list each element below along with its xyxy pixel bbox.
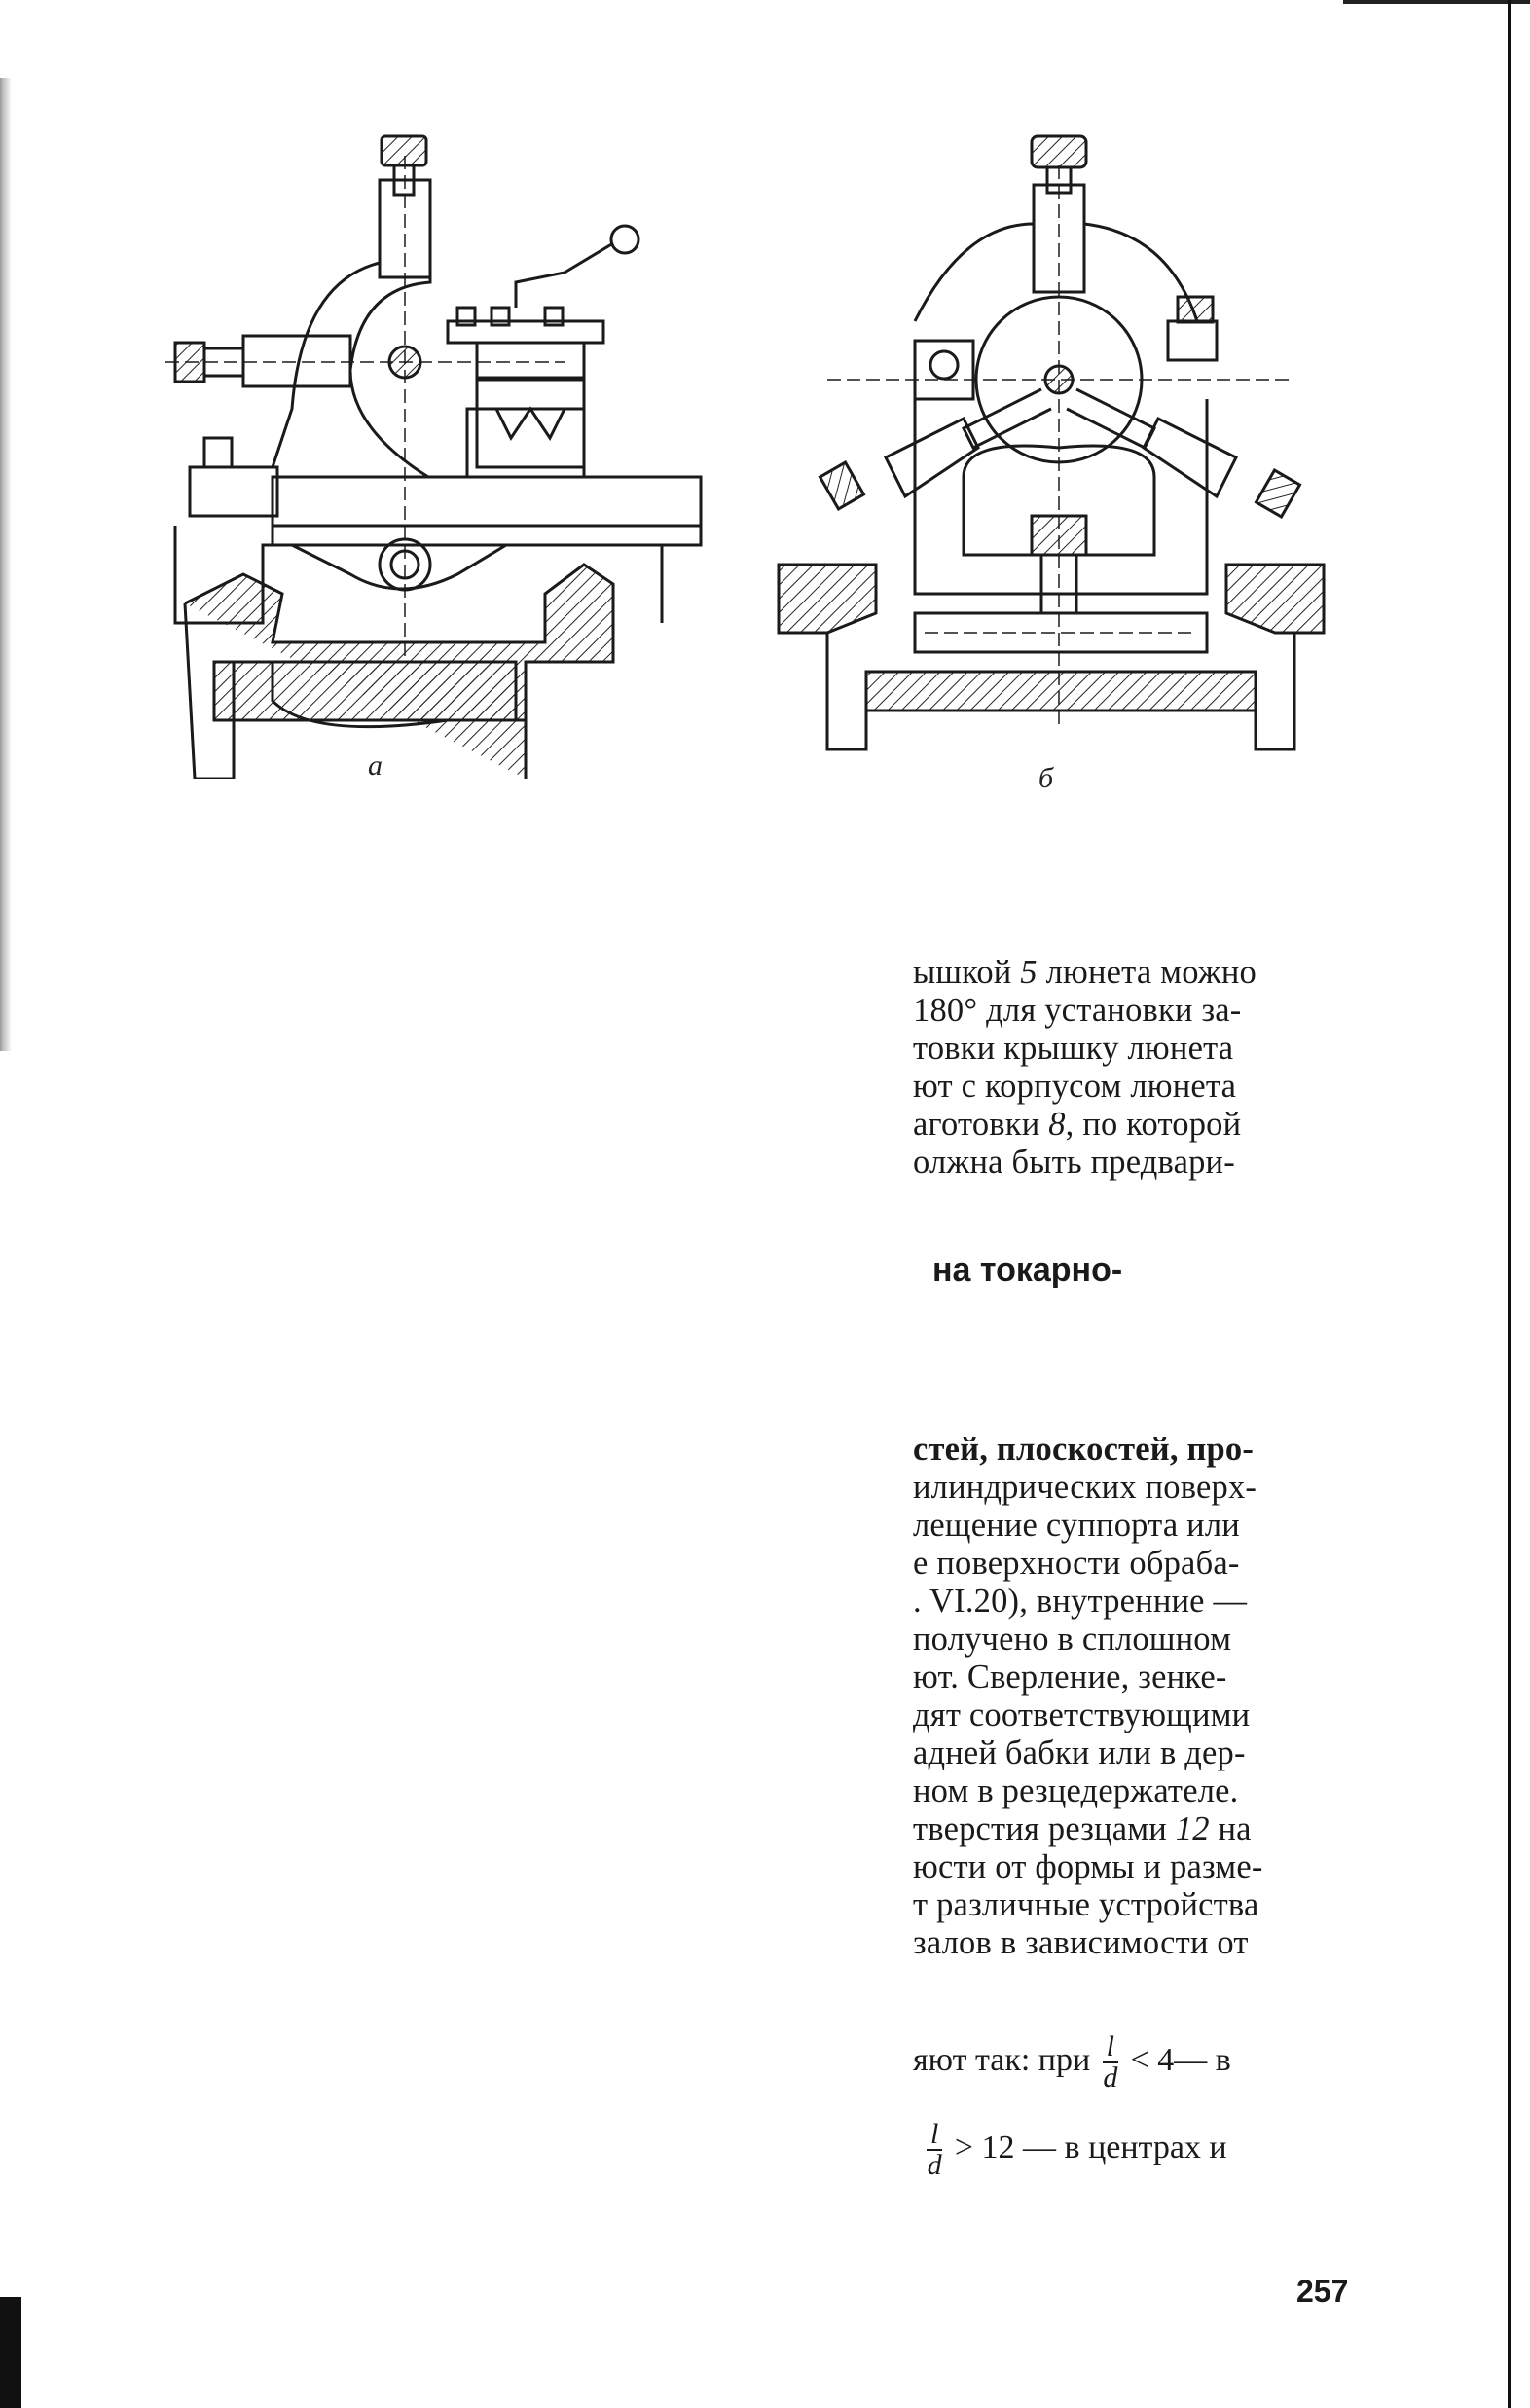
figure-a-drawing [156,117,720,779]
text-line: аготовки 8, по которой [913,1106,1242,1143]
text-line: юсти от формы и разме- [913,1848,1263,1885]
formula-line-2: $\frac{l}{d}$ > 12 — в центрах и [927,2118,1227,2181]
scan-shadow-bottom-left [0,2297,21,2408]
scan-shadow-left [0,78,14,1051]
fraction-l-over-d: $\frac{l}{d}$ [927,2118,942,2181]
text-line: ют. Сверление, зенке- [913,1659,1227,1696]
text-line: ют с корпусом люнета [913,1068,1237,1105]
text-line: е поверхности обраба- [913,1545,1240,1582]
text-line: ном в резцедержателе. [913,1772,1239,1809]
scan-edge-right [1508,0,1511,2408]
text-line: дят соответствующими [913,1697,1251,1733]
text-line: тверстия резцами 12 на [913,1810,1252,1847]
paragraph-2 [913,1431,1361,1962]
text-line: 180° для установки за- [913,992,1242,1029]
page-number: 257 [1296,2274,1349,2309]
figure-a-caption: а [368,749,382,782]
text-line: адней бабки или в дер- [913,1734,1246,1771]
text-line-bold: стей, плоскостей, про- [913,1431,1255,1468]
text-line: . VI.20), внутренние — [913,1583,1248,1620]
scan-edge-top [1343,0,1530,4]
text-line: ышкой 5 люнета можно [913,954,1257,991]
text-line: илиндрических поверх- [913,1469,1257,1506]
formula-line-1: яют так: при $\frac{l}{d}$ < 4— в [913,2030,1231,2094]
text-line: олжна быть предвари- [913,1144,1235,1181]
section-heading: на токарно- [932,1252,1123,1289]
text-line: получено в сплошном [913,1621,1232,1658]
figure-b-caption: б [1038,762,1054,794]
text-line: лещение суппорта или [913,1507,1240,1544]
text-line: залов в зависимости от [913,1924,1249,1961]
paragraph-1 [913,954,1361,1182]
fraction-l-over-d: $\frac{l}{d}$ [1103,2030,1118,2094]
text-line: т различные устройства [913,1886,1259,1923]
text-line: товки крышку люнета [913,1030,1234,1067]
figure-b-drawing [769,127,1333,769]
